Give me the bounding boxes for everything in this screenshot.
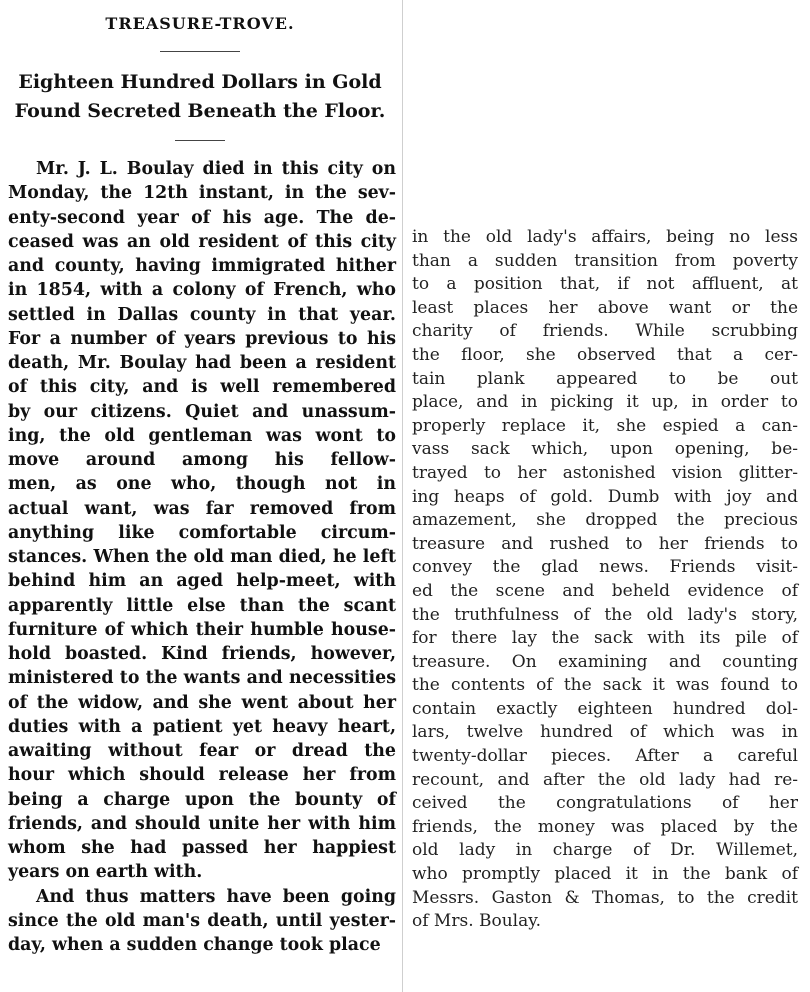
text-line: whom she had passed her happiest: [8, 838, 396, 858]
text-line: ceased was an old resident of this city: [8, 231, 396, 252]
text-line: Monday, the 12th instant, in the sev-: [8, 183, 396, 204]
text-line: contain exactly eighteen hundred dol-: [412, 698, 798, 719]
left-column: [0, 0, 400, 992]
text-line: tain plank appeared to be out: [412, 368, 798, 389]
text-line: amazement, she dropped the precious: [412, 510, 798, 531]
text-line: who promptly placed it in the bank of: [412, 864, 798, 885]
text-line: the contents of the sack it was found to: [412, 675, 798, 696]
text-line: men, as one who, though not in: [8, 474, 396, 495]
text-line: Messrs. Gaston & Thomas, to the credit: [412, 887, 798, 908]
text-line: treasure. On examining and counting: [412, 651, 798, 672]
text-line: charity of friends. While scrubbing: [412, 321, 798, 342]
left-column-text: [0, 157, 400, 957]
text-line: anything like comfortable circum-: [8, 522, 396, 543]
text-line: duties with a patient yet heavy heart,: [8, 716, 396, 737]
text-line: ceived the congratulations of her: [412, 793, 798, 814]
text-line: ing, the old gentleman was wont to: [8, 425, 396, 446]
text-line: of Mrs. Boulay.: [412, 911, 541, 932]
text-line: settled in Dallas county in that year.: [8, 304, 396, 325]
text-line: to a position that, if not affluent, at: [412, 274, 798, 295]
text-line: hold boasted. Kind friends, however,: [8, 644, 396, 664]
text-line: enty-second year of his age. The de-: [8, 207, 396, 228]
text-line: actual want, was far removed from: [8, 498, 396, 519]
text-line: death, Mr. Boulay had been a resident: [8, 353, 396, 373]
text-line: in the old lady's affairs, being no less: [412, 227, 798, 247]
text-line: of the widow, and she went about her: [8, 692, 396, 713]
text-line: since the old man's death, until yester-: [8, 910, 396, 931]
text-line: ed the scene and beheld evidence of: [412, 580, 798, 601]
text-line: trayed to her astonished vision glitter-: [412, 462, 798, 483]
right-column: [408, 226, 804, 986]
right-column-text: [408, 226, 804, 934]
text-line: twenty-dollar pieces. After a careful: [412, 746, 798, 767]
text-line: and county, having immigrated hither: [8, 256, 396, 276]
text-line: properly replace it, she espied a can-: [412, 415, 798, 436]
subhead-line: Eighteen Hundred Dollars in Gold: [18, 71, 382, 93]
text-line: awaiting without fear or dread the: [8, 741, 396, 761]
text-line: lars, twelve hundred of which was in: [412, 722, 798, 743]
text-line: recount, and after the old lady had re-: [412, 769, 798, 790]
text-line: furniture of which their humble house-: [8, 619, 396, 640]
text-line: friends, and should unite her with him: [8, 813, 396, 834]
text-line: of this city, and is well remembered: [8, 377, 396, 398]
text-line: the truthfulness of the old lady's story,: [412, 604, 798, 625]
text-line: least places her above want or the: [412, 297, 798, 318]
text-line: in 1854, with a colony of French, who: [8, 280, 396, 301]
text-line: ministered to the wants and necessities: [8, 668, 396, 689]
text-line: vass sack which, upon opening, be-: [412, 439, 798, 460]
article-subhead: [0, 68, 400, 126]
text-line: hour which should release her from: [8, 765, 396, 786]
text-line: apparently little else than the scant: [8, 595, 396, 616]
text-line: convey the glad news. Friends visit-: [412, 557, 798, 578]
text-line: For a number of years previous to his: [8, 328, 396, 349]
text-line: being a charge upon the bounty of: [8, 789, 396, 810]
text-line: old lady in charge of Dr. Willemet,: [412, 840, 798, 861]
text-line: the floor, she observed that a cer-: [412, 344, 798, 365]
subhead-divider: [175, 140, 225, 141]
text-line: ing heaps of gold. Dumb with joy and: [412, 486, 798, 507]
text-line: And thus matters have been going: [36, 886, 396, 907]
text-line: than a sudden transition from poverty: [412, 250, 798, 271]
text-line: for there lay the sack with its pile of: [412, 628, 798, 649]
text-line: day, when a sudden change took place: [8, 935, 381, 955]
text-line: behind him an aged help-meet, with: [8, 571, 396, 592]
text-line: friends, the money was placed by the: [412, 816, 798, 837]
column-divider: [402, 0, 403, 992]
text-line: years on earth with.: [8, 862, 203, 883]
text-line: treasure and rushed to her friends to: [412, 533, 798, 554]
text-line: by our citizens. Quiet and unassum-: [8, 401, 396, 422]
text-line: Mr. J. L. Boulay died in this city on: [36, 159, 396, 179]
text-line: move around among his fellow-: [8, 450, 396, 470]
text-line: place, and in picking it up, in order to: [412, 392, 798, 413]
subhead-line: Found Secreted Beneath the Floor.: [14, 100, 386, 122]
article-title: TREASURE-TROVE.: [105, 14, 295, 33]
text-line: stances. When the old man died, he left: [8, 547, 396, 567]
title-divider: [160, 51, 240, 52]
